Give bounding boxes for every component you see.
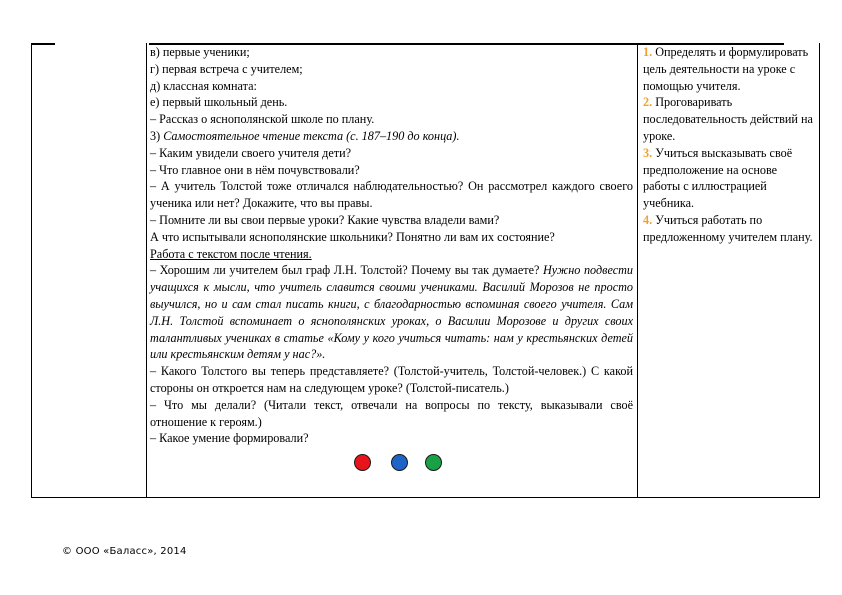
lesson-line-text: – Какого Толстого вы теперь представляете? (Толстой-учитель, Толстой-человек.) С какой стороны он откроется нам на следующем уроке? (Толстой-писатель.) xyxy=(150,364,633,395)
lesson-line-text: д) классная комната: xyxy=(150,78,257,93)
lesson-line-text: – Что мы делали? (Читали текст, отвечали на вопросы по тексту, выказывали своё отношение к героям.) xyxy=(150,397,633,429)
lesson-line-text: – Рассказ о яснополянской школе по плану. xyxy=(150,112,375,127)
lesson-line-italic-text: Самостоятельное чтение текста (с. 187–190 до конца). xyxy=(163,128,460,143)
lesson-line-text: Работа с текстом после чтения. xyxy=(150,246,312,261)
blue-circle xyxy=(391,454,408,471)
lesson-line xyxy=(150,61,633,78)
lesson-line xyxy=(150,44,633,61)
lesson-line xyxy=(150,145,633,162)
lesson-line xyxy=(150,229,633,246)
uud-item xyxy=(643,145,813,212)
lesson-line xyxy=(150,128,633,145)
lesson-line xyxy=(150,111,633,128)
lesson-line-text: е) первый школьный день. xyxy=(150,95,288,110)
lesson-line xyxy=(150,363,633,397)
copyright-footer: © ООО «Баласс», 2014 xyxy=(62,546,187,557)
lesson-line xyxy=(150,397,633,431)
uud-cell xyxy=(643,44,813,246)
lesson-line-text: – Помните ли вы свои первые уроки? Какие чувства владели вами? xyxy=(150,212,500,227)
lesson-line xyxy=(150,94,633,111)
lesson-line-italic-text: Нужно подвести учащихся к мысли, что учитель славится своими учениками. Василий Морозов не просто выучился, но и сам стал писать книги, с благодарностью вспоминая своего учителя. Сам Л.Н. Толстой вспоминает о яснополянских уроках, о Василии Морозове и других своих талантливых учениках в статье «Кому у кого учиться читать: нам у крестьянских детей или крестьянским детям у нас?». xyxy=(150,263,633,362)
lesson-line xyxy=(150,78,633,95)
lesson-line xyxy=(150,162,633,179)
uud-item-text: Учиться работать по предложенному учителем плану. xyxy=(643,212,813,244)
uud-item-number: 3. xyxy=(643,145,653,160)
green-circle xyxy=(425,454,442,471)
uud-item-text: Определять и формулировать цель деятельности на уроке с помощью учителя. xyxy=(643,45,809,93)
red-circle xyxy=(354,454,371,471)
lesson-line-text: – Какое умение формировали? xyxy=(150,431,309,446)
lesson-line-text: 3) xyxy=(150,128,164,143)
lesson-line xyxy=(150,262,633,363)
lesson-line-text: г) первая встреча с учителем; xyxy=(150,61,303,76)
column-divider-1 xyxy=(146,43,147,498)
uud-item-text: Проговаривать последовательность действий на уроке. xyxy=(643,95,813,143)
uud-item-number: 2. xyxy=(643,95,653,110)
uud-item-text: Учиться высказывать своё предположение на основе работы с иллюстрацией учебника. xyxy=(643,145,793,211)
table-top-border-left xyxy=(31,43,55,45)
lesson-line xyxy=(150,178,633,212)
uud-item xyxy=(643,212,813,246)
lesson-line xyxy=(150,246,633,263)
lesson-line-text: – Каким увидели своего учителя дети? xyxy=(150,145,352,160)
uud-item-number: 1. xyxy=(643,45,653,59)
lesson-content-cell xyxy=(150,44,633,447)
column-divider-2 xyxy=(637,43,638,498)
lesson-line-text: А что испытывали яснополянские школьники? Понятно ли вам их состояние? xyxy=(150,229,555,244)
uud-item xyxy=(643,44,813,94)
uud-item xyxy=(643,94,813,144)
lesson-line-text: в) первые ученики; xyxy=(150,45,250,59)
lesson-line xyxy=(150,430,633,447)
lesson-line-text: – А учитель Толстой тоже отличался наблюдательностью? Он рассмотрел каждого своего ученика или нет? Докажите, что вы правы. xyxy=(150,179,633,211)
lesson-line-text: – Что главное они в нём почувствовали? xyxy=(150,162,360,177)
lesson-line-text: – Хорошим ли учителем был граф Л.Н. Толстой? Почему вы так думаете? xyxy=(150,263,543,278)
lesson-line xyxy=(150,212,633,229)
uud-item-number: 4. xyxy=(643,212,653,227)
